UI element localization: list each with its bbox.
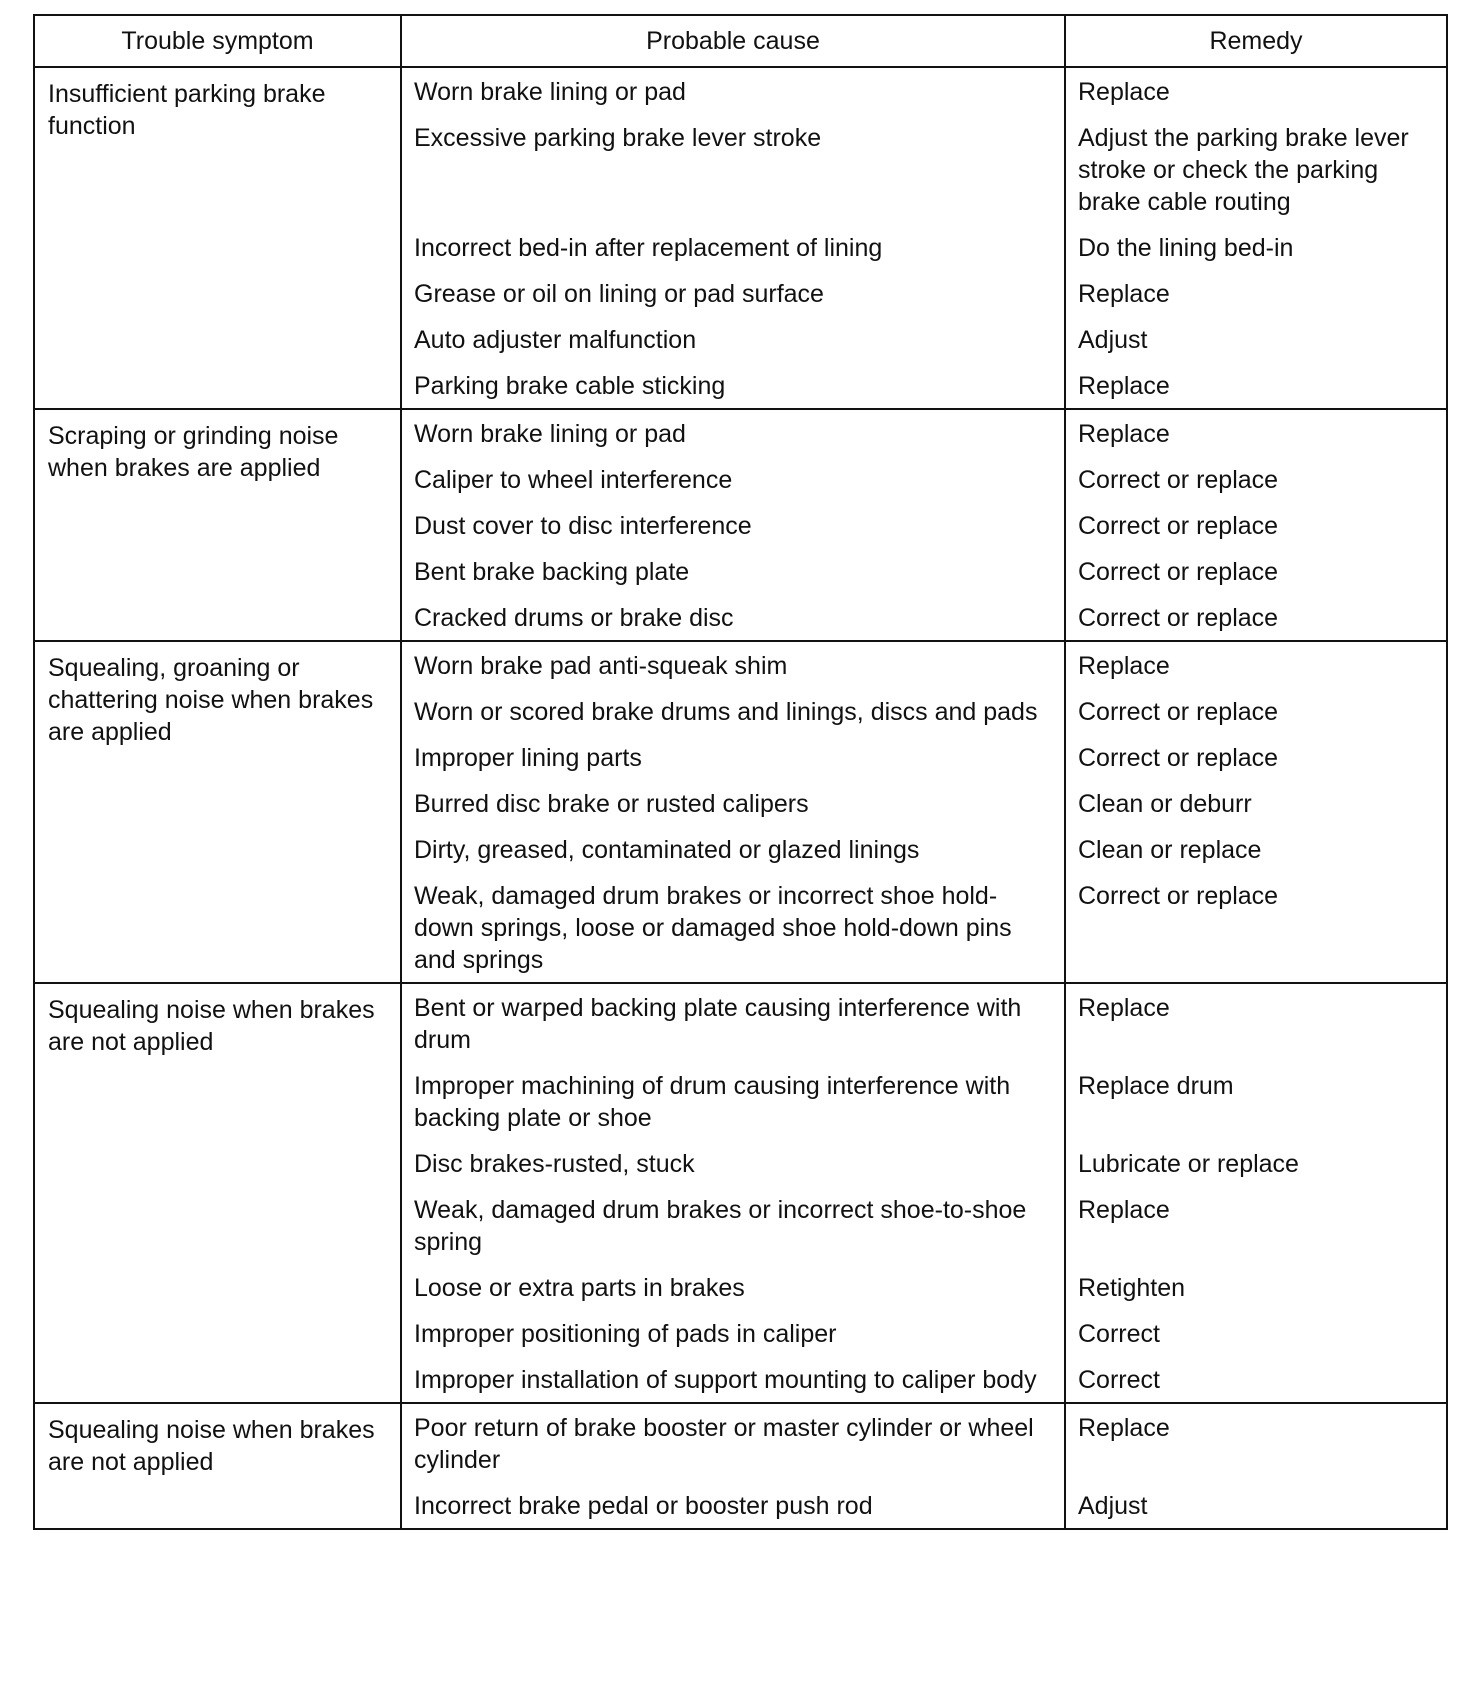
remedy-cell: Replace (1065, 641, 1447, 688)
trouble-symptom-cell (34, 641, 401, 983)
probable-cause-cell: Worn brake pad anti-squeak shim (401, 641, 1065, 688)
header-trouble-symptom: Trouble symptom (34, 15, 401, 67)
table-row (34, 641, 1447, 688)
remedy-cell: Adjust (1065, 1482, 1447, 1529)
remedy-cell: Correct or replace (1065, 548, 1447, 594)
probable-cause-cell: Worn brake lining or pad (401, 67, 1065, 114)
remedy-cell: Correct or replace (1065, 502, 1447, 548)
probable-cause-cell: Disc brakes-rusted, stuck (401, 1140, 1065, 1186)
remedy-cell: Replace (1065, 67, 1447, 114)
remedy-cell: Replace (1065, 1186, 1447, 1264)
table-header (34, 15, 1447, 67)
table-row (34, 67, 1447, 114)
trouble-symptom-cell (34, 1403, 401, 1529)
probable-cause-cell: Incorrect brake pedal or booster push rod (401, 1482, 1065, 1529)
probable-cause-cell: Improper installation of support mounting to caliper body (401, 1356, 1065, 1403)
probable-cause-cell: Grease or oil on lining or pad surface (401, 270, 1065, 316)
probable-cause-cell: Improper positioning of pads in caliper (401, 1310, 1065, 1356)
probable-cause-cell: Worn or scored brake drums and linings, discs and pads (401, 688, 1065, 734)
remedy-cell: Replace (1065, 362, 1447, 409)
trouble-symptom-text: Insufficient parking brake function (48, 80, 326, 140)
probable-cause-cell: Poor return of brake booster or master cylinder or wheel cylinder (401, 1403, 1065, 1482)
table-row (34, 983, 1447, 1062)
probable-cause-cell: Burred disc brake or rusted calipers (401, 780, 1065, 826)
remedy-cell: Replace (1065, 409, 1447, 456)
remedy-cell: Correct or replace (1065, 456, 1447, 502)
remedy-cell: Clean or deburr (1065, 780, 1447, 826)
trouble-symptom-text: Squealing noise when brakes are not applied (48, 1416, 375, 1476)
probable-cause-cell: Bent or warped backing plate causing interference with drum (401, 983, 1065, 1062)
probable-cause-cell: Excessive parking brake lever stroke (401, 114, 1065, 224)
table-row (34, 1403, 1447, 1482)
trouble-symptom-text: Scraping or grinding noise when brakes are applied (48, 422, 339, 482)
probable-cause-cell: Loose or extra parts in brakes (401, 1264, 1065, 1310)
probable-cause-cell: Bent brake backing plate (401, 548, 1065, 594)
remedy-cell: Replace (1065, 270, 1447, 316)
probable-cause-cell: Dust cover to disc interference (401, 502, 1065, 548)
probable-cause-cell: Caliper to wheel interference (401, 456, 1065, 502)
remedy-cell: Correct or replace (1065, 594, 1447, 641)
probable-cause-cell: Parking brake cable sticking (401, 362, 1065, 409)
probable-cause-cell: Weak, damaged drum brakes or incorrect shoe-to-shoe spring (401, 1186, 1065, 1264)
probable-cause-cell: Improper machining of drum causing interference with backing plate or shoe (401, 1062, 1065, 1140)
trouble-symptom-cell (34, 67, 401, 409)
remedy-cell: Correct (1065, 1310, 1447, 1356)
remedy-cell: Clean or replace (1065, 826, 1447, 872)
header-remedy: Remedy (1065, 15, 1447, 67)
trouble-symptom-text: Squealing noise when brakes are not applied (48, 996, 375, 1056)
remedy-cell: Replace (1065, 983, 1447, 1062)
remedy-cell: Correct (1065, 1356, 1447, 1403)
probable-cause-cell: Dirty, greased, contaminated or glazed linings (401, 826, 1065, 872)
remedy-cell: Correct or replace (1065, 688, 1447, 734)
remedy-cell: Do the lining bed-in (1065, 224, 1447, 270)
probable-cause-cell: Worn brake lining or pad (401, 409, 1065, 456)
probable-cause-cell: Improper lining parts (401, 734, 1065, 780)
remedy-cell: Adjust (1065, 316, 1447, 362)
probable-cause-cell: Cracked drums or brake disc (401, 594, 1065, 641)
table-body (34, 67, 1447, 1529)
remedy-cell: Retighten (1065, 1264, 1447, 1310)
remedy-cell: Replace (1065, 1403, 1447, 1482)
table-row (34, 409, 1447, 456)
remedy-cell: Replace drum (1065, 1062, 1447, 1140)
trouble-symptom-cell (34, 409, 401, 641)
probable-cause-cell: Auto adjuster malfunction (401, 316, 1065, 362)
header-row (34, 15, 1447, 67)
troubleshooting-table (33, 14, 1448, 1530)
trouble-symptom-text: Squealing, groaning or chattering noise when brakes are applied (48, 654, 374, 746)
remedy-cell: Correct or replace (1065, 872, 1447, 983)
remedy-cell: Adjust the parking brake lever stroke or check the parking brake cable routing (1065, 114, 1447, 224)
probable-cause-cell: Incorrect bed-in after replacement of lining (401, 224, 1065, 270)
probable-cause-cell: Weak, damaged drum brakes or incorrect shoe hold-down springs, loose or damaged shoe hold-down pins and springs (401, 872, 1065, 983)
remedy-cell: Correct or replace (1065, 734, 1447, 780)
header-probable-cause: Probable cause (401, 15, 1065, 67)
trouble-symptom-cell (34, 983, 401, 1403)
remedy-cell: Lubricate or replace (1065, 1140, 1447, 1186)
